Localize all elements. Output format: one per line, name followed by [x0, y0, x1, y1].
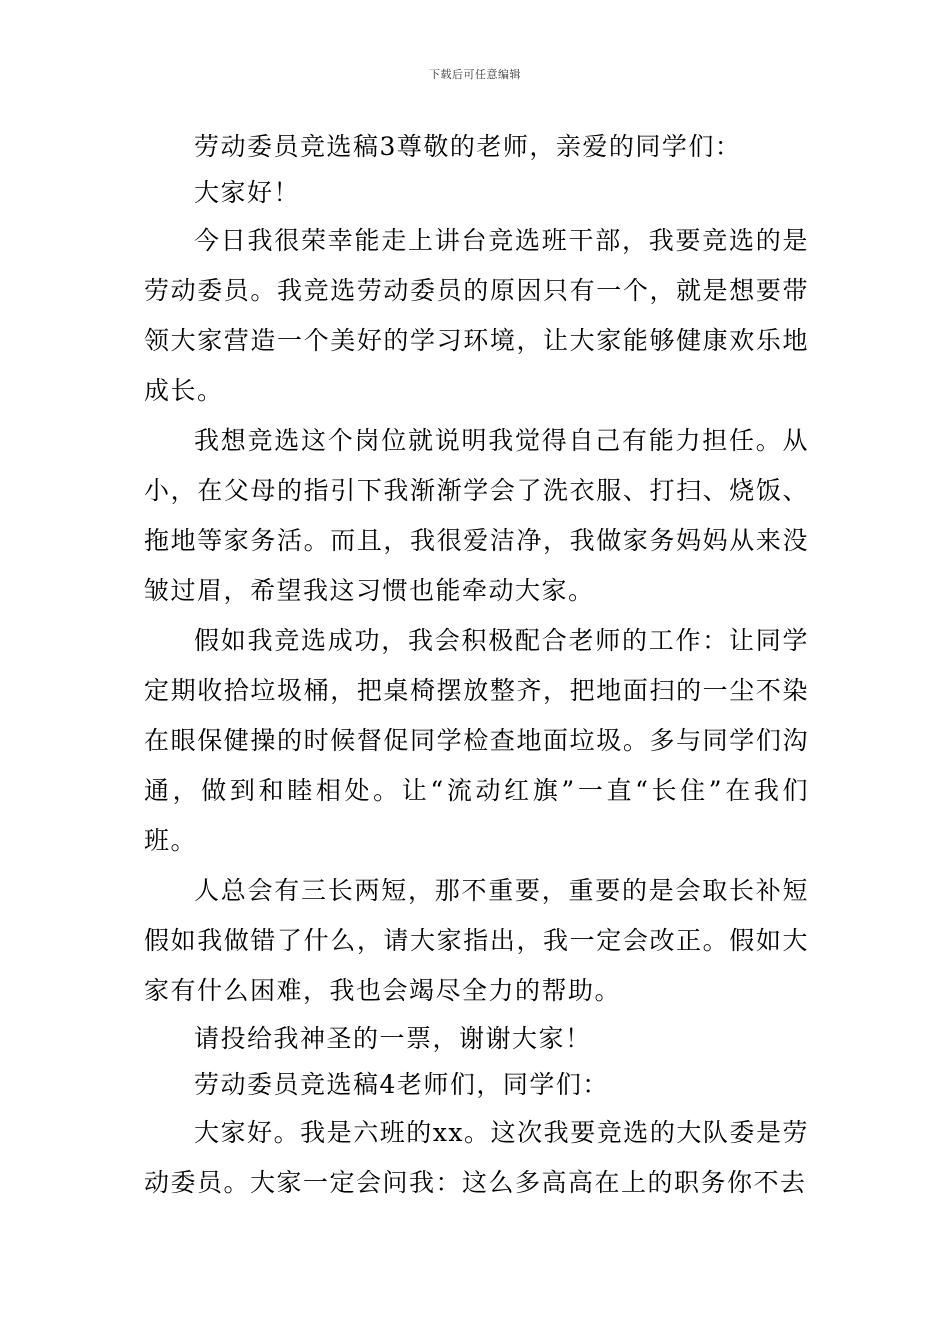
paragraph-title-4: 劳动委员竞选稿4老师们，同学们： — [194, 1070, 609, 1099]
document-body — [144, 124, 809, 1208]
header-note: 下载后可任意编辑 — [429, 68, 521, 81]
paragraph-intro: 今日我很荣幸能走上讲台竞选班干部，我要竞选的是劳动委员。我竞选劳动委员的原因只有一个，就是想要带领大家营造一个美好的学习环境，让大家能够健康欢乐地成长。 — [144, 226, 809, 405]
paragraph-greeting: 大家好！ — [194, 178, 301, 207]
paragraph-ability: 我想竞选这个岗位就说明我觉得自己有能力担任。从小，在父母的指引下我渐渐学会了洗衣服、打扫、烧饭、拖地等家务活。而且，我很爱洁净，我做家务妈妈从来没皱过眉，希望我这习惯也能牵动大家。 — [144, 426, 809, 605]
paragraph-promise: 人总会有三长两短，那不重要，重要的是会取长补短假如我做错了什么，请大家指出，我一定会改正。假如大家有什么困难，我也会竭尽全力的帮助。 — [144, 876, 809, 1005]
paragraph-closing: 请投给我神圣的一票，谢谢大家！ — [194, 1024, 592, 1053]
paragraph-plan: 假如我竞选成功，我会积极配合老师的工作：让同学定期收拾垃圾桶，把桌椅摆放整齐，把地面扫的一尘不染在眼保健操的时候督促同学检查地面垃圾。多与同学们沟通，做到和睦相处。让“流动红旗”一直“长住”在我们班。 — [144, 626, 809, 855]
paragraph-title-3: 劳动委员竞选稿3尊敬的老师，亲爱的同学们： — [194, 132, 742, 161]
paragraph-second-intro: 大家好。我是六班的xx。这次我要竞选的大队委是劳动委员。大家一定会问我：这么多高高在上的职务你不去 — [144, 1118, 809, 1197]
